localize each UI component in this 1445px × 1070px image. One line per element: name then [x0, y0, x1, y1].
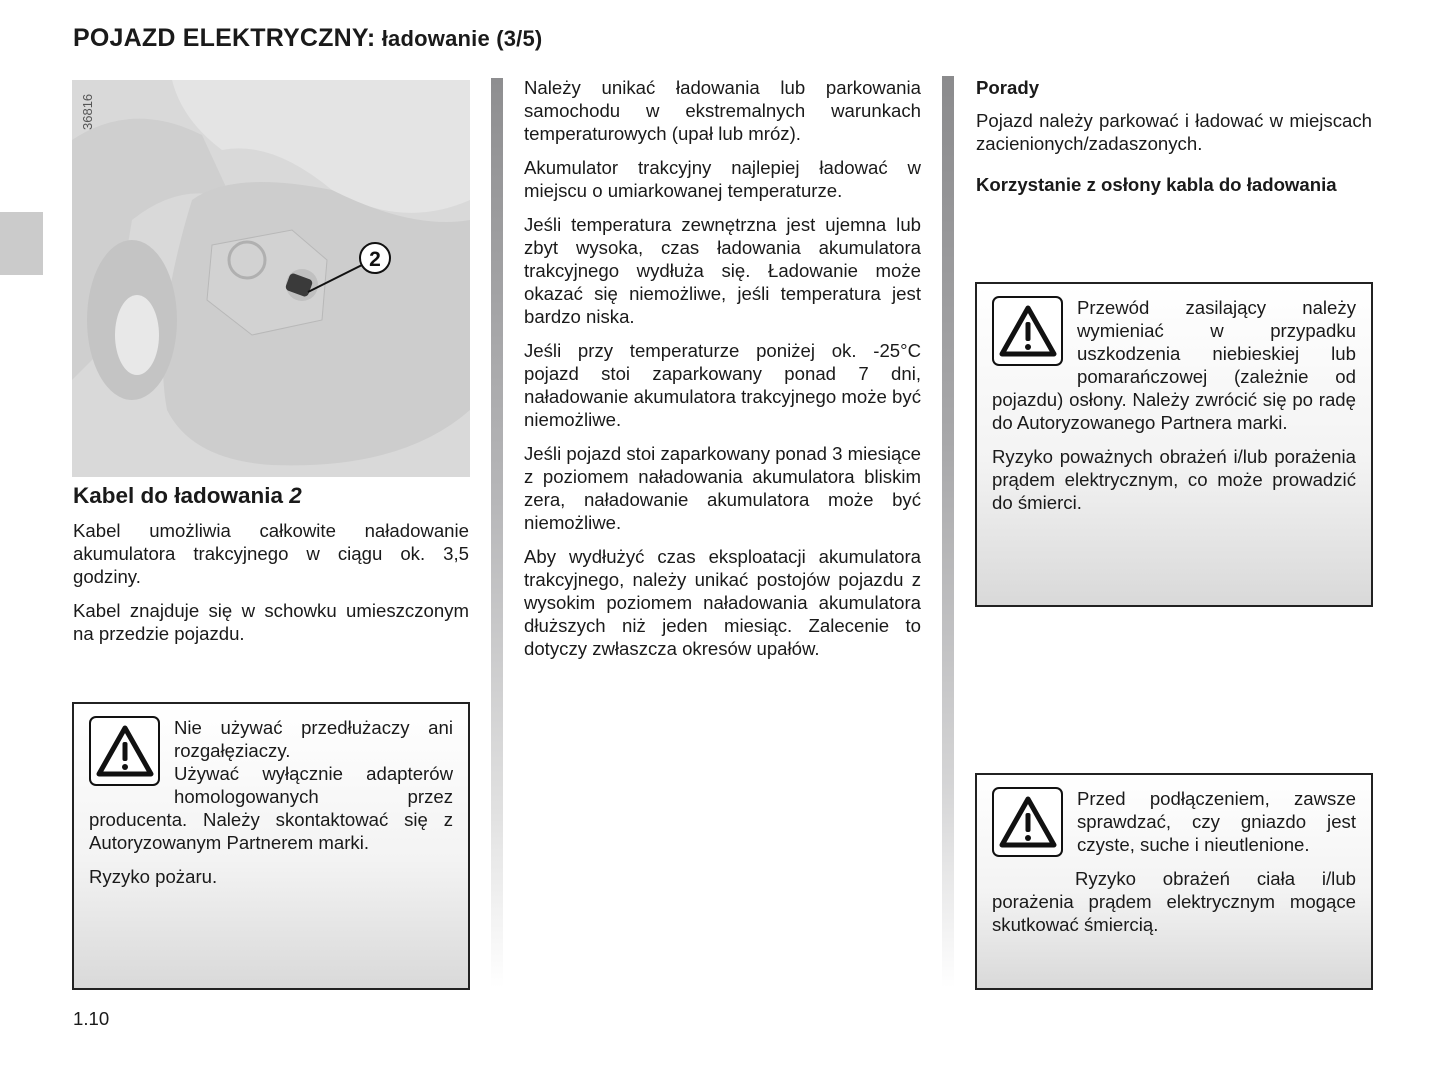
car-charging-socket-illustration	[72, 80, 470, 477]
paragraph: Kabel znajduje się w schowku umieszczonym na przedzie pojazdu.	[73, 600, 469, 644]
cable-cover-heading: Korzystanie z osłony kabla do ładowania	[976, 174, 1337, 195]
warning-risk: Ryzyko poważnych obrażeń i/lub porażenia prądem elektrycznym, co może prowadzić do śmierci.	[992, 446, 1356, 513]
warning-text: Nie używać przedłużaczy ani rozgałęziaczy.	[174, 717, 453, 761]
paragraph: Akumulator trakcyjny najlepiej ładować w miejscu o umiarkowanej temperaturze.	[524, 157, 921, 201]
paragraph: Jeśli pojazd stoi zaparkowany ponad 3 miesiące z poziomem naładowania akumulatora bliskim zera, naładowanie akumulatora może być niemożliwe.	[524, 443, 921, 533]
warning-risk: Ryzyko pożaru.	[89, 866, 218, 887]
column-2	[524, 76, 921, 671]
paragraph: Kabel umożliwia całkowite naładowanie akumulatora trakcyjnego w ciągu ok. 3,5 godziny.	[73, 520, 469, 587]
column-3	[976, 76, 1372, 206]
column-1	[73, 480, 469, 656]
section-tab	[0, 212, 43, 275]
warning-risk: Ryzyko obrażeń ciała i/lub porażenia prądem elektrycznym mogące skutkować śmiercią.	[992, 868, 1356, 935]
column-divider	[491, 78, 503, 988]
paragraph: Jeśli temperatura zewnętrzna jest ujemna lub zbyt wysoka, czas ładowania akumulatora trakcyjnego wydłuża się. Ładowanie może okazać się niemożliwe, jeśli temperatura jest bardzo niska.	[524, 214, 921, 327]
paragraph: Jeśli przy temperaturze poniżej ok. -25°C pojazd stoi zaparkowany ponad 7 dni, naładowanie akumulatora trakcyjnego może być niemożliwe.	[524, 340, 921, 430]
warning-text: Przed podłączeniem, zawsze sprawdzać, czy gniazdo jest czyste, suche i nieutlenione.	[1077, 788, 1356, 855]
illustration-ref-number: 36816	[80, 93, 95, 130]
paragraph: Należy unikać ładowania lub parkowania samochodu w ekstremalnych warunkach temperaturowych (upał lub mróz).	[524, 77, 921, 144]
warning-text: Przewód zasilający należy wymieniać w przypadku uszkodzenia niebieskiej lub pomarańczowej (zależnie od pojazdu) osłony. Należy zwrócić się po radę do Autoryzowanego Partnera marki.	[992, 297, 1356, 433]
warning-triangle-icon	[89, 716, 160, 786]
car-front-drawing	[72, 80, 470, 477]
page-title-main: POJAZD ELEKTRYCZNY:	[73, 24, 376, 52]
page-number: 1.10	[73, 1008, 110, 1029]
tips-heading: Porady	[976, 77, 1040, 98]
page-title-sub: ładowanie (3/5)	[375, 26, 543, 51]
section-heading-charging-cable: Kabel do ładowania 2	[73, 483, 302, 508]
paragraph: Aby wydłużyć czas eksploatacji akumulatora trakcyjnego, należy unikać postojów pojazdu z wysokim poziomem naładowania akumulatora dłuższych niż jeden miesiąc. Zalecenie to dotyczy zwłaszcza okresów upałów.	[524, 546, 921, 659]
warning-triangle-icon	[992, 296, 1063, 366]
page-title	[73, 24, 542, 53]
svg-text:2: 2	[369, 248, 381, 271]
warning-triangle-icon	[992, 787, 1063, 857]
paragraph: Pojazd należy parkować i ładować w miejscach zacienionych/zadaszonych.	[976, 110, 1372, 154]
warning-box-extension-cords	[72, 702, 470, 990]
warning-box-cable-cover	[975, 282, 1373, 607]
column-divider	[942, 76, 954, 988]
warning-text: Używać wyłącznie adapterów homologowanych przez producenta. Należy skontaktować się z Autoryzowanym Partnerem marki.	[89, 763, 453, 853]
warning-box-socket-check	[975, 773, 1373, 990]
